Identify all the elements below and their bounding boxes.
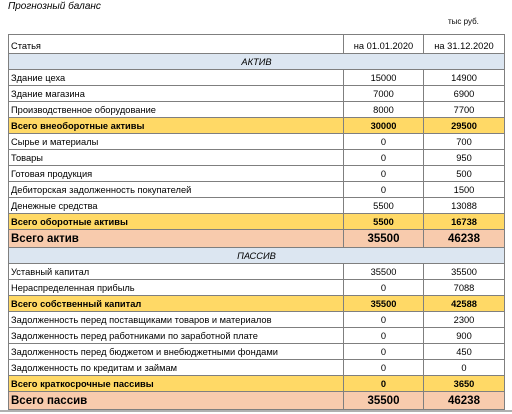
- row-label: Денежные средства: [9, 198, 344, 214]
- value-2020-12-31: 2300: [424, 312, 505, 328]
- section-title: АКТИВ: [9, 54, 505, 70]
- value-2020-01-01: 0: [344, 312, 424, 328]
- row-label: Производственное оборудование: [9, 102, 344, 118]
- value-2020-12-31: 13088: [424, 198, 505, 214]
- value-2020-12-31: 6900: [424, 86, 505, 102]
- value-2020-01-01: 5500: [344, 214, 424, 230]
- header-col2: на 31.12.2020: [424, 35, 505, 54]
- value-2020-12-31: 46238: [424, 392, 505, 410]
- row-label: Всего оборотные активы: [9, 214, 344, 230]
- row-label: Задолженность по кредитам и займам: [9, 360, 344, 376]
- value-2020-01-01: 30000: [344, 118, 424, 134]
- table-row: [9, 280, 505, 296]
- section-assets: [9, 54, 505, 70]
- row-label: Уставный капитал: [9, 264, 344, 280]
- row-label: Товары: [9, 150, 344, 166]
- row-label: Всего актив: [9, 230, 344, 248]
- value-2020-12-31: 29500: [424, 118, 505, 134]
- row-label: Задолженность перед бюджетом и внебюджетными фондами: [9, 344, 344, 360]
- value-2020-01-01: 35500: [344, 392, 424, 410]
- table-row: [9, 328, 505, 344]
- value-2020-01-01: 0: [344, 280, 424, 296]
- table-row: [9, 134, 505, 150]
- value-2020-01-01: 15000: [344, 70, 424, 86]
- value-2020-01-01: 0: [344, 328, 424, 344]
- section-title: ПАССИВ: [9, 248, 505, 264]
- value-2020-01-01: 7000: [344, 86, 424, 102]
- subtotal-short-term-liabilities: [9, 376, 505, 392]
- header-row: [9, 35, 505, 54]
- value-2020-12-31: 46238: [424, 230, 505, 248]
- subtotal-current-assets: [9, 214, 505, 230]
- value-2020-01-01: 0: [344, 166, 424, 182]
- value-2020-01-01: 35500: [344, 264, 424, 280]
- total-assets-row: [9, 230, 505, 248]
- value-2020-01-01: 8000: [344, 102, 424, 118]
- value-2020-12-31: 42588: [424, 296, 505, 312]
- value-2020-12-31: 7088: [424, 280, 505, 296]
- value-2020-01-01: 0: [344, 344, 424, 360]
- value-2020-12-31: 700: [424, 134, 505, 150]
- value-2020-12-31: 35500: [424, 264, 505, 280]
- table-row: [9, 166, 505, 182]
- value-2020-12-31: 500: [424, 166, 505, 182]
- table-row: [9, 102, 505, 118]
- value-2020-01-01: 0: [344, 182, 424, 198]
- value-2020-12-31: 7700: [424, 102, 505, 118]
- row-label: Задолженность перед поставщиками товаров и материалов: [9, 312, 344, 328]
- value-2020-12-31: 450: [424, 344, 505, 360]
- value-2020-01-01: 0: [344, 134, 424, 150]
- total-liabilities-row: [9, 392, 505, 410]
- table-row: [9, 312, 505, 328]
- row-label: Всего краткосрочные пассивы: [9, 376, 344, 392]
- balance-table: [8, 34, 505, 410]
- value-2020-12-31: 950: [424, 150, 505, 166]
- header-label: Статья: [9, 35, 344, 54]
- bottom-divider: [0, 410, 512, 412]
- value-2020-01-01: 35500: [344, 230, 424, 248]
- value-2020-12-31: 14900: [424, 70, 505, 86]
- row-label: Дебиторская задолженность покупателей: [9, 182, 344, 198]
- value-2020-12-31: 900: [424, 328, 505, 344]
- row-label: Готовая продукция: [9, 166, 344, 182]
- subtotal-noncurrent-assets: [9, 118, 505, 134]
- value-2020-01-01: 0: [344, 150, 424, 166]
- table-row: [9, 182, 505, 198]
- row-label: Всего пассив: [9, 392, 344, 410]
- row-label: Сырье и материалы: [9, 134, 344, 150]
- table-row: [9, 86, 505, 102]
- section-liabilities: [9, 248, 505, 264]
- table-row: [9, 70, 505, 86]
- row-label: Всего внеоборотные активы: [9, 118, 344, 134]
- table-row: [9, 344, 505, 360]
- page-title: Прогнозный баланс: [8, 1, 101, 12]
- table-row: [9, 150, 505, 166]
- value-2020-12-31: 1500: [424, 182, 505, 198]
- subtotal-equity: [9, 296, 505, 312]
- table-row: [9, 198, 505, 214]
- value-2020-01-01: 5500: [344, 198, 424, 214]
- row-label: Здание цеха: [9, 70, 344, 86]
- row-label: Нераспределенная прибыль: [9, 280, 344, 296]
- row-label: Задолженность перед работниками по заработной плате: [9, 328, 344, 344]
- table-row: [9, 264, 505, 280]
- table-row: [9, 360, 505, 376]
- value-2020-12-31: 3650: [424, 376, 505, 392]
- value-2020-01-01: 0: [344, 376, 424, 392]
- value-2020-01-01: 0: [344, 360, 424, 376]
- value-2020-12-31: 16738: [424, 214, 505, 230]
- header-col1: на 01.01.2020: [344, 35, 424, 54]
- row-label: Всего собственный капитал: [9, 296, 344, 312]
- value-2020-01-01: 35500: [344, 296, 424, 312]
- units-label: тыс руб.: [448, 17, 479, 26]
- value-2020-12-31: 0: [424, 360, 505, 376]
- row-label: Здание магазина: [9, 86, 344, 102]
